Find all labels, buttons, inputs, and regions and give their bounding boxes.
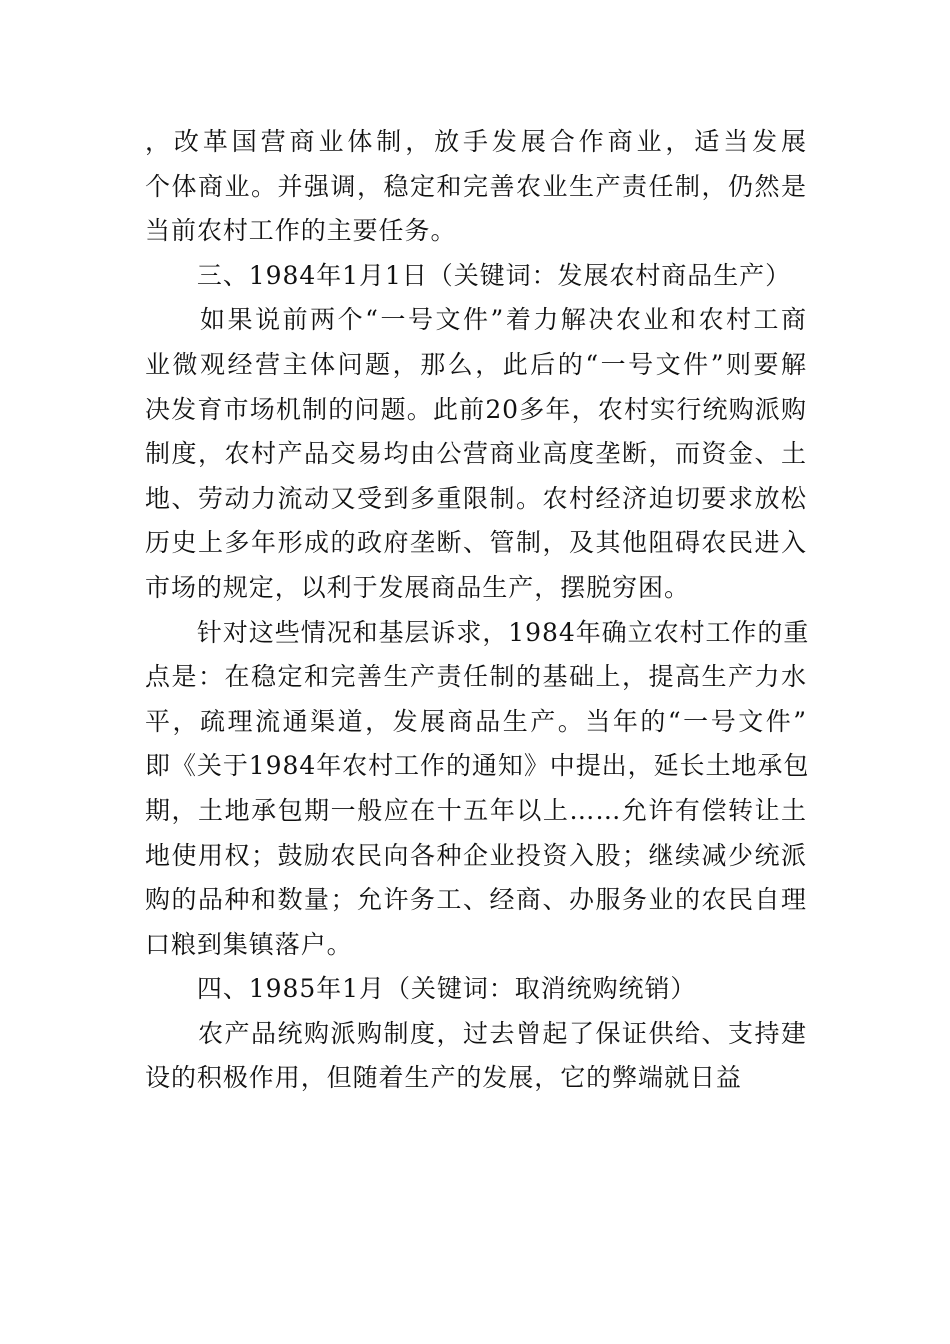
text-line: 点是：在稳定和完善生产责任制的基础上，提高生产力水 <box>145 662 807 692</box>
text-line: 购的品种和数量；允许务工、经商、办服务业的农民自理 <box>145 885 807 915</box>
text-line: 针对这些情况和基层诉求，1984年确立农村工作的重 <box>145 617 810 647</box>
text-line: 业微观经营主体问题，那么，此后的“一号文件”则要解 <box>145 349 807 379</box>
text-line: 设的积极作用，但随着生产的发展，它的弊端就日益 <box>145 1063 742 1093</box>
body-text <box>145 120 810 1101</box>
text-line: 决发育市场机制的问题。此前20多年，农村实行统购派购 <box>145 394 807 424</box>
text-line: 如果说前两个“一号文件”着力解决农业和农村工商 <box>145 305 807 335</box>
text-line: 期，土地承包期一般应在十五年以上……允许有偿转让土 <box>145 795 807 825</box>
text-line: 即《关于1984年农村工作的通知》中提出，延长土地承包 <box>145 751 810 781</box>
text-line: 历史上多年形成的政府垄断、管制，及其他阻碍农民进入 <box>145 528 807 558</box>
text-line: 农产品统购派购制度，过去曾起了保证供给、支持建 <box>145 1018 807 1048</box>
text-line: 平，疏理流通渠道，发展商品生产。当年的“一号文件” <box>145 706 807 736</box>
text-line: ，改革国营商业体制，放手发展合作商业，适当发展 <box>145 127 807 156</box>
text-line: 个体商业。并强调，稳定和完善农业生产责任制，仍然是 <box>145 171 807 201</box>
text-line: 市场的规定，以利于发展商品生产，摆脱穷困。 <box>145 572 690 602</box>
section-heading-1985: 四、1985年1月（关键词：取消统购统销） <box>145 974 697 1004</box>
text-line: 当前农村工作的主要任务。 <box>145 216 457 246</box>
text-line: 口粮到集镇落户。 <box>145 929 353 959</box>
section-heading-1984: 三、1984年1月1日（关键词：发展农村商品生产） <box>145 260 792 290</box>
text-line: 地、劳动力流动又受到多重限制。农村经济迫切要求放松 <box>145 483 807 513</box>
text-line: 制度，农村产品交易均由公营商业高度垄断，而资金、土 <box>145 439 807 469</box>
text-line: 地使用权；鼓励农民向各种企业投资入股；继续减少统派 <box>145 840 807 870</box>
